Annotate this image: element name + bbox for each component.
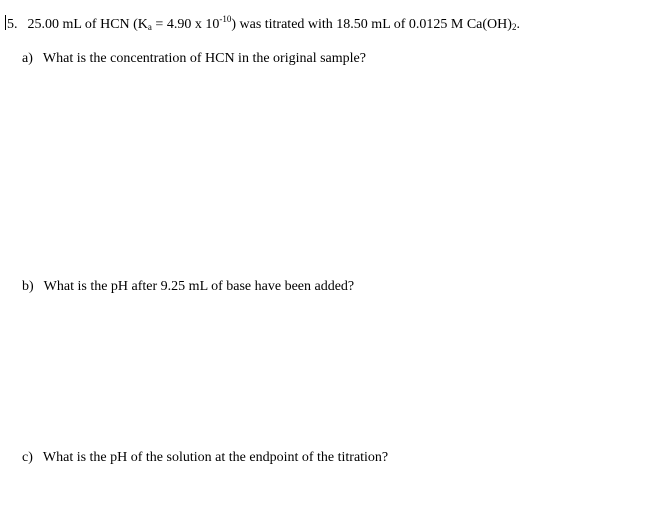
part-c — [22, 449, 388, 467]
part-c-text: What is the pH of the solution at the endpoint of the titration? — [42, 450, 389, 465]
exponent-superscript: -10 — [219, 14, 232, 24]
text-cursor — [5, 15, 6, 30]
part-a-label: a) — [22, 51, 33, 66]
question-text-part1: 25.00 mL of HCN (K — [27, 17, 148, 32]
part-b — [22, 278, 354, 296]
part-a-text: What is the concentration of HCN in the original sample? — [42, 51, 366, 66]
part-b-label: b) — [22, 279, 34, 294]
part-b-text: What is the pH after 9.25 mL of base have been added? — [43, 279, 355, 294]
question-text-part3: ) was titrated with 18.50 mL of 0.0125 M Ca(OH) — [231, 17, 512, 32]
ka-subscript: a — [147, 22, 152, 32]
question-text-end: . — [516, 17, 520, 32]
question-statement — [5, 10, 520, 36]
question-text-part2: = 4.90 x 10 — [151, 17, 220, 32]
question-number: 5. — [7, 17, 18, 32]
part-c-label: c) — [22, 450, 33, 465]
part-a — [22, 50, 366, 68]
formula-subscript: 2 — [511, 22, 517, 32]
